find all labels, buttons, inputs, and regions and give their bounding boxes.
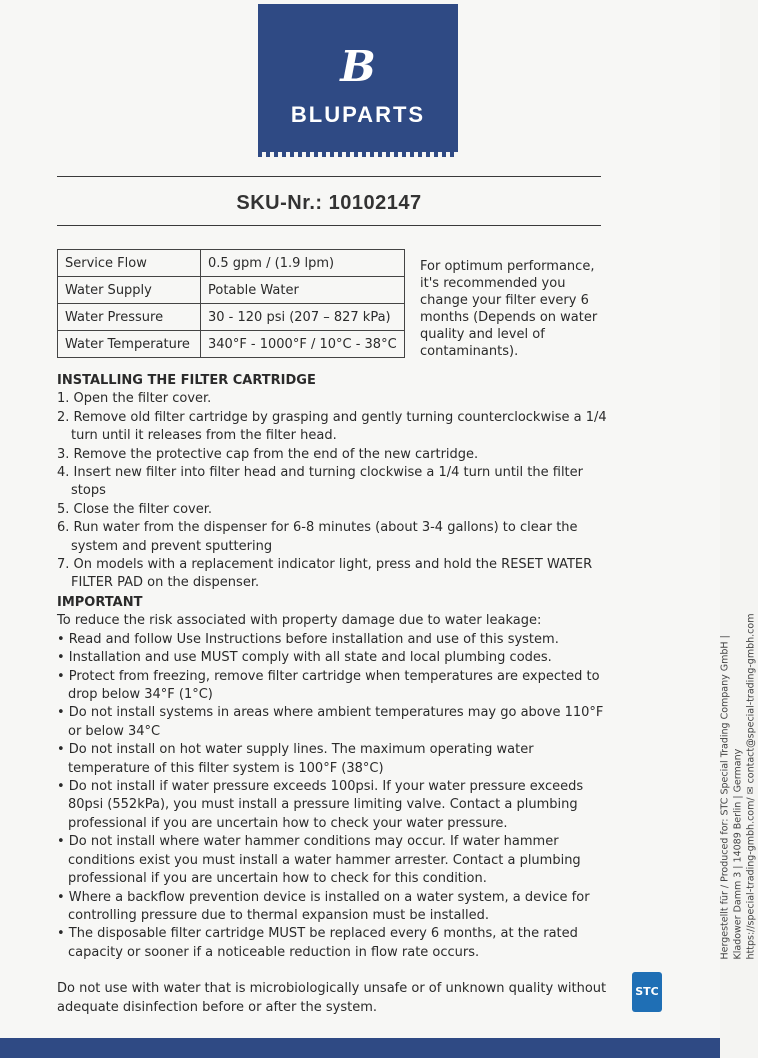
brand-name: BLUPARTS xyxy=(290,102,426,127)
safety-footer: Do not use with water that is microbiologically unsafe or of unknown quality without adequate disinfection before or after the system. xyxy=(57,981,607,1015)
spec-value: 30 - 120 psi (207 – 827 kPa) xyxy=(201,304,405,331)
list-item: • Protect from freezing, remove filter cartridge when temperatures are expected to drop below 34°F (1°C) xyxy=(57,668,600,703)
list-item: • Installation and use MUST comply with all state and local plumbing codes. xyxy=(57,650,552,666)
table-row xyxy=(58,277,405,304)
bottom-band xyxy=(0,1038,720,1058)
important-heading: IMPORTANT xyxy=(57,595,143,610)
list-item: 4. Insert new filter into filter head and turning clockwise a 1/4 turn until the filter stops xyxy=(57,465,583,499)
list-item: • Where a backflow prevention device is installed on a water system, a device for controlling pressure due to thermal expansion must be installed. xyxy=(57,889,590,923)
list-item: 7. On models with a replacement indicator light, press and hold the RESET WATER FILTER PAD on the dispenser. xyxy=(57,557,593,591)
sku-number: SKU-Nr.: 10102147 xyxy=(236,192,422,214)
spec-value: 0.5 gpm / (1.9 lpm) xyxy=(201,250,405,277)
list-item: 2. Remove old filter cartridge by grasping and gently turning counterclockwise a 1/4 turn until it releases from the filter head. xyxy=(57,409,607,444)
list-item: 5. Close the filter cover. xyxy=(57,501,212,517)
spec-label: Service Flow xyxy=(58,250,201,277)
list-item: 6. Run water from the dispenser for 6-8 minutes (about 3-4 gallons) to clear the system and prevent sputtering xyxy=(57,520,578,554)
list-item: • Do not install on hot water supply lines. The maximum operating water temperature of this filter system is 100°F (38°C) xyxy=(57,742,534,776)
list-item: 1. Open the filter cover. xyxy=(57,391,212,407)
spec-label: Water Supply xyxy=(58,277,201,304)
important-section xyxy=(57,594,617,1017)
divider-top xyxy=(57,176,601,177)
list-item: • Read and follow Use Instructions before installation and use of this system. xyxy=(57,631,559,647)
brand-mark: B xyxy=(340,42,376,91)
list-item: • Do not install if water pressure exceeds 100psi. If your water pressure exceeds 80psi (552kPa), you must install a pressure limiting valve. Contact a plumbing professional if you are uncertain how to check your water pressure. xyxy=(57,779,584,831)
brand-logo xyxy=(258,4,458,152)
list-item: 3. Remove the protective cap from the end of the new cartridge. xyxy=(57,446,479,462)
spec-label: Water Pressure xyxy=(58,304,201,331)
list-item: • The disposable filter cartridge MUST be replaced every 6 months, at the rated capacity or sooner if a noticeable reduction in flow rate occurs. xyxy=(57,926,578,960)
manufacturer-contact: https://special-trading-gmbh.com/ ✉ contact@special-trading-gmbh.com xyxy=(745,613,757,960)
table-row xyxy=(58,331,405,358)
spec-value: Potable Water xyxy=(201,277,405,304)
list-item: • Do not install systems in areas where ambient temperatures may go above 110°F or below 34°C xyxy=(57,705,604,739)
stc-logo: STC xyxy=(632,972,662,1012)
important-intro: To reduce the risk associated with property damage due to water leakage: xyxy=(57,613,542,629)
replacement-note: For optimum performance, it's recommended you change your filter every 6 months (Depends on water quality and level of contaminants). xyxy=(420,259,598,359)
divider-bottom xyxy=(57,225,601,226)
install-heading: INSTALLING THE FILTER CARTRIDGE xyxy=(57,373,316,388)
list-item: • Do not install where water hammer conditions may occur. If water hammer conditions exist you must install a water hammer arrester. Contact a plumbing professional if you are uncertain how to check for this condition. xyxy=(57,834,581,887)
manufacturer-info xyxy=(719,600,758,960)
spec-label: Water Temperature xyxy=(58,331,201,358)
install-section xyxy=(57,372,617,593)
table-row xyxy=(58,304,405,331)
spec-value: 340°F - 1000°F / 10°C - 38°C xyxy=(201,331,405,358)
specs-table xyxy=(57,249,405,358)
manufacturer-address: Hergestellt für / Produced for: STC Special Trading Company GmbH | Kladower Damm 3 | 14089 Berlin | Germany xyxy=(719,635,744,960)
table-row xyxy=(58,250,405,277)
